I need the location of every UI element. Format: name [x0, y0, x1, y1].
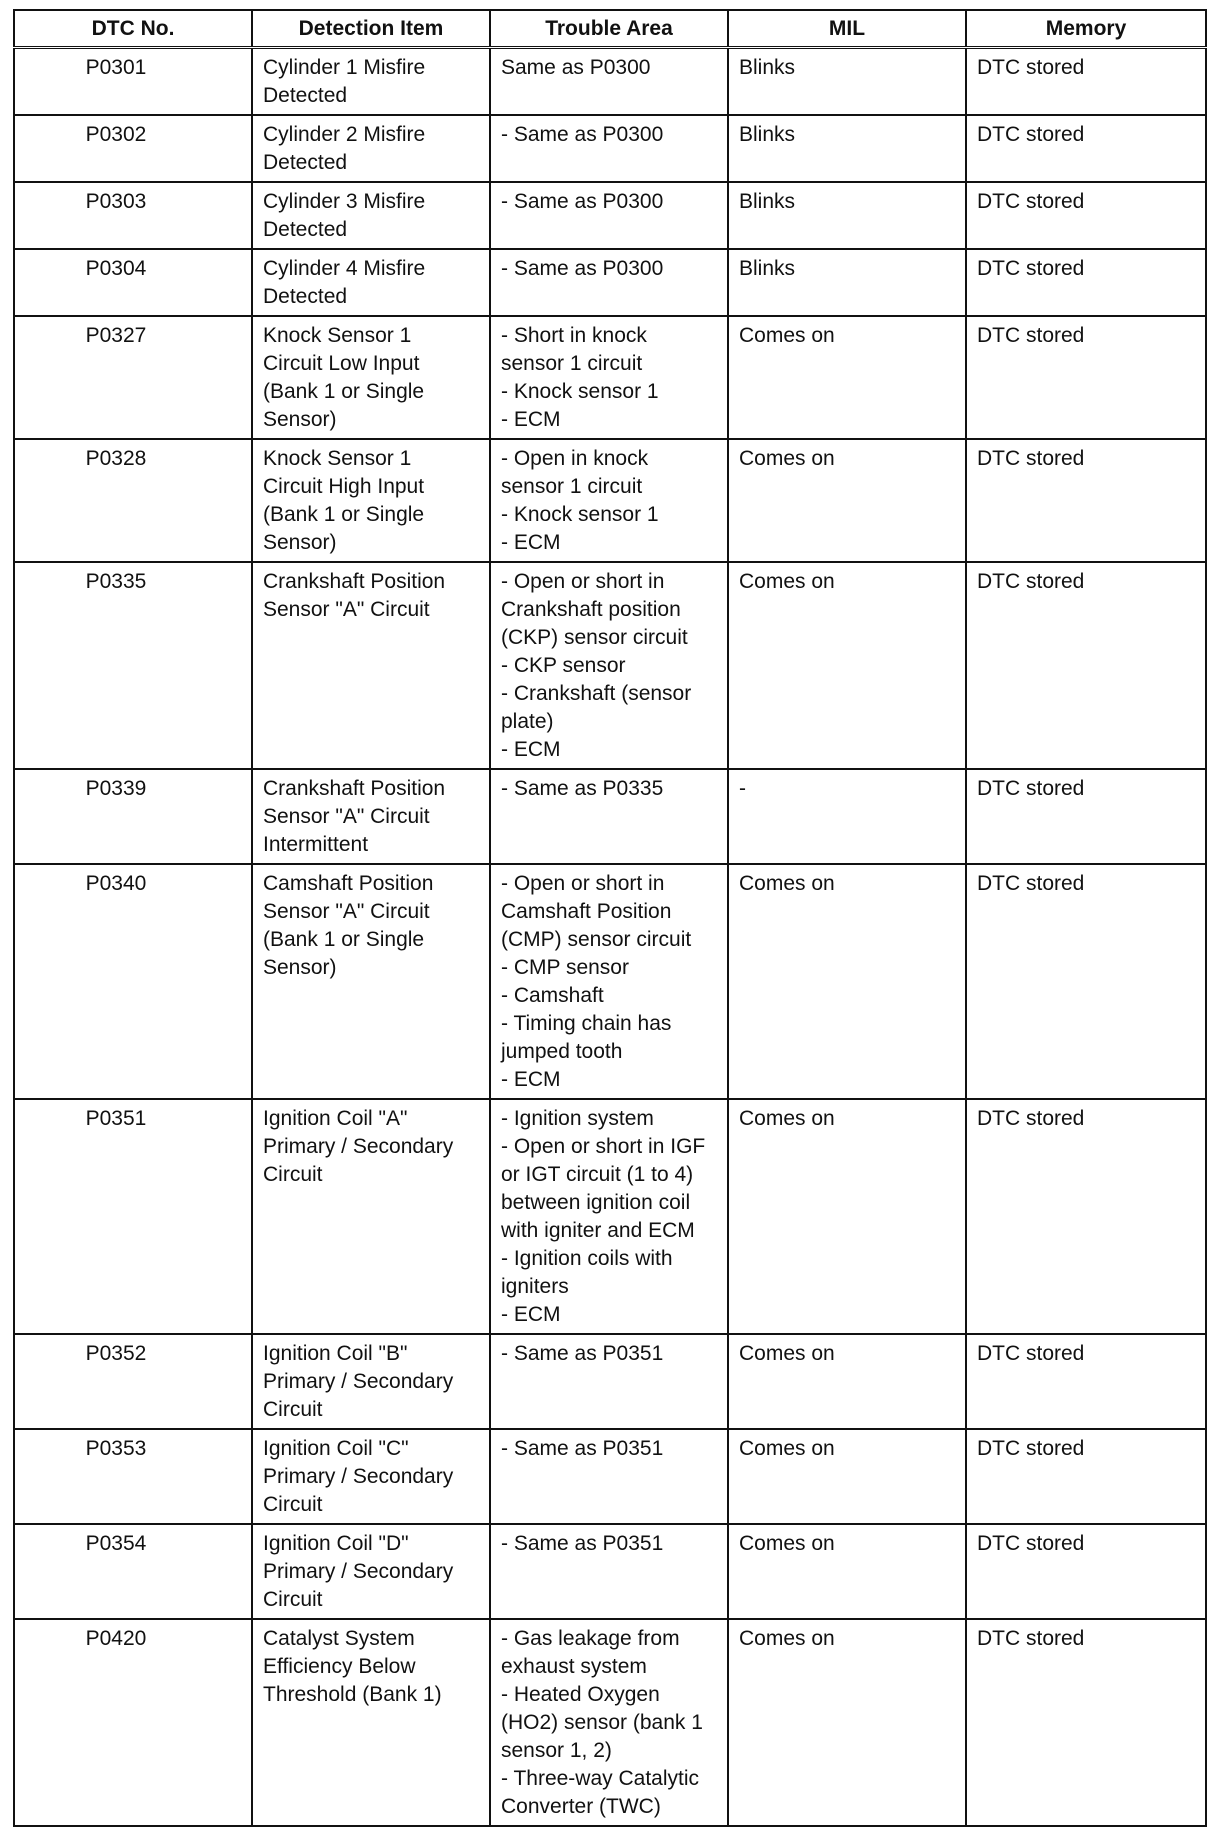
trouble-area-line: - ECM — [501, 737, 561, 761]
trouble-area-line: - Open or short in IGF — [501, 1134, 706, 1158]
trouble-area-line: igniters — [501, 1274, 569, 1298]
header-detection-item: Detection Item — [252, 10, 490, 48]
memory-cell: DTC stored — [966, 1334, 1206, 1429]
table-row — [14, 249, 1206, 316]
detection-item-cell — [252, 1524, 490, 1619]
detection-item-line: Detected — [263, 284, 348, 308]
detection-item-line: (Bank 1 or Single — [263, 379, 425, 403]
trouble-area-cell — [490, 1524, 728, 1619]
detection-item-line: Knock Sensor 1 — [263, 323, 412, 347]
dtc-number-cell: P0339 — [14, 769, 252, 864]
table-row — [14, 1524, 1206, 1619]
header-row — [14, 10, 1206, 48]
trouble-area-line: sensor 1 circuit — [501, 474, 643, 498]
trouble-area-line: - Same as P0335 — [501, 776, 664, 800]
detection-item-cell — [252, 439, 490, 562]
trouble-area-line: - Camshaft — [501, 983, 604, 1007]
trouble-area-cell — [490, 864, 728, 1099]
detection-item-line: Cylinder 1 Misfire — [263, 56, 426, 79]
detection-item-line: Primary / Secondary — [263, 1559, 454, 1583]
dtc-number-cell: P0420 — [14, 1619, 252, 1826]
table-row — [14, 1099, 1206, 1334]
trouble-area-cell — [490, 115, 728, 182]
trouble-area-cell — [490, 182, 728, 249]
trouble-area-line: plate) — [501, 709, 554, 733]
mil-cell: Comes on — [728, 1619, 966, 1826]
trouble-area-line: - Same as P0300 — [501, 256, 664, 280]
trouble-area-line: - Open or short in — [501, 569, 665, 593]
trouble-area-line: - Knock sensor 1 — [501, 379, 659, 403]
detection-item-cell — [252, 864, 490, 1099]
detection-item-line: Primary / Secondary — [263, 1134, 454, 1158]
memory-cell: DTC stored — [966, 864, 1206, 1099]
detection-item-line: Cylinder 2 Misfire — [263, 122, 426, 146]
dtc-number-cell: P0303 — [14, 182, 252, 249]
table-row — [14, 316, 1206, 439]
trouble-area-line: - Heated Oxygen — [501, 1682, 660, 1706]
trouble-area-line: - Open in knock — [501, 446, 649, 470]
trouble-area-line: Converter (TWC) — [501, 1794, 661, 1818]
table-row — [14, 1334, 1206, 1429]
trouble-area-cell — [490, 562, 728, 769]
memory-cell: DTC stored — [966, 439, 1206, 562]
trouble-area-cell — [490, 48, 728, 115]
detection-item-line: Crankshaft Position — [263, 776, 446, 800]
trouble-area-line: (HO2) sensor (bank 1 — [501, 1710, 703, 1734]
detection-item-line: Ignition Coil "B" — [263, 1341, 408, 1365]
table-row — [14, 562, 1206, 769]
detection-item-cell — [252, 115, 490, 182]
detection-item-line: (Bank 1 or Single — [263, 502, 425, 526]
table-row — [14, 769, 1206, 864]
trouble-area-line: exhaust system — [501, 1654, 647, 1678]
table-row — [14, 439, 1206, 562]
trouble-area-cell — [490, 439, 728, 562]
trouble-area-line: - Same as P0351 — [501, 1531, 664, 1555]
mil-cell: Comes on — [728, 1099, 966, 1334]
detection-item-line: Sensor) — [263, 530, 337, 554]
memory-cell: DTC stored — [966, 1429, 1206, 1524]
detection-item-line: Intermittent — [263, 832, 369, 856]
mil-cell: - — [728, 769, 966, 864]
dtc-table — [13, 9, 1207, 1827]
detection-item-line: Cylinder 4 Misfire — [263, 256, 426, 280]
table-body — [14, 48, 1206, 1826]
mil-cell: Comes on — [728, 1334, 966, 1429]
memory-cell: DTC stored — [966, 1619, 1206, 1826]
dtc-number-cell: P0302 — [14, 115, 252, 182]
table-row — [14, 48, 1206, 115]
dtc-number-cell: P0354 — [14, 1524, 252, 1619]
trouble-area-line: - ECM — [501, 1302, 561, 1326]
table-row — [14, 115, 1206, 182]
detection-item-line: Threshold (Bank 1) — [263, 1682, 442, 1706]
detection-item-cell — [252, 769, 490, 864]
trouble-area-line: - Knock sensor 1 — [501, 502, 659, 526]
detection-item-line: Sensor "A" Circuit — [263, 899, 430, 923]
trouble-area-line: or IGT circuit (1 to 4) — [501, 1162, 694, 1186]
trouble-area-cell — [490, 316, 728, 439]
mil-cell: Blinks — [728, 48, 966, 115]
trouble-area-line: - Ignition coils with — [501, 1246, 673, 1270]
trouble-area-line: Same as P0300 — [501, 56, 651, 79]
memory-cell: DTC stored — [966, 769, 1206, 864]
memory-cell: DTC stored — [966, 562, 1206, 769]
mil-cell: Blinks — [728, 115, 966, 182]
trouble-area-cell — [490, 769, 728, 864]
trouble-area-line: - Gas leakage from — [501, 1626, 680, 1650]
header-trouble-area: Trouble Area — [490, 10, 728, 48]
detection-item-line: Primary / Secondary — [263, 1369, 454, 1393]
header-mil: MIL — [728, 10, 966, 48]
detection-item-line: Sensor "A" Circuit — [263, 597, 430, 621]
detection-item-line: Knock Sensor 1 — [263, 446, 412, 470]
trouble-area-cell — [490, 1429, 728, 1524]
trouble-area-line: (CKP) sensor circuit — [501, 625, 688, 649]
detection-item-line: Sensor) — [263, 407, 337, 431]
trouble-area-line: - Same as P0351 — [501, 1341, 664, 1365]
trouble-area-line: Crankshaft position — [501, 597, 681, 621]
trouble-area-line: jumped tooth — [501, 1039, 623, 1063]
mil-cell: Comes on — [728, 1524, 966, 1619]
dtc-number-cell: P0352 — [14, 1334, 252, 1429]
detection-item-line: Ignition Coil "A" — [263, 1106, 408, 1130]
table-row — [14, 182, 1206, 249]
memory-cell: DTC stored — [966, 182, 1206, 249]
detection-item-cell — [252, 562, 490, 769]
detection-item-cell — [252, 48, 490, 115]
trouble-area-line: (CMP) sensor circuit — [501, 927, 692, 951]
trouble-area-line: - Short in knock — [501, 323, 647, 347]
table-row — [14, 1619, 1206, 1826]
detection-item-cell — [252, 1334, 490, 1429]
dtc-number-cell: P0304 — [14, 249, 252, 316]
mil-cell: Blinks — [728, 182, 966, 249]
trouble-area-line: - Crankshaft (sensor — [501, 681, 692, 705]
detection-item-cell — [252, 1429, 490, 1524]
mil-cell: Comes on — [728, 562, 966, 769]
detection-item-line: Camshaft Position — [263, 871, 434, 895]
trouble-area-line: sensor 1 circuit — [501, 351, 643, 375]
detection-item-line: Sensor) — [263, 955, 337, 979]
table-row — [14, 864, 1206, 1099]
dtc-number-cell: P0340 — [14, 864, 252, 1099]
detection-item-line: Crankshaft Position — [263, 569, 446, 593]
trouble-area-cell — [490, 249, 728, 316]
detection-item-line: Ignition Coil "C" — [263, 1436, 409, 1460]
trouble-area-line: sensor 1, 2) — [501, 1738, 612, 1762]
detection-item-cell — [252, 182, 490, 249]
detection-item-cell — [252, 316, 490, 439]
detection-item-line: Detected — [263, 84, 348, 107]
trouble-area-line: - Ignition system — [501, 1106, 654, 1130]
detection-item-line: Circuit — [263, 1492, 323, 1516]
detection-item-line: Cylinder 3 Misfire — [263, 189, 426, 213]
mil-cell: Comes on — [728, 864, 966, 1099]
table-row — [14, 1429, 1206, 1524]
trouble-area-line: - ECM — [501, 407, 561, 431]
detection-item-line: Circuit High Input — [263, 474, 425, 498]
dtc-number-cell: P0351 — [14, 1099, 252, 1334]
trouble-area-line: Camshaft Position — [501, 899, 672, 923]
trouble-area-cell — [490, 1334, 728, 1429]
trouble-area-line: - Open or short in — [501, 871, 665, 895]
detection-item-line: Circuit — [263, 1397, 323, 1421]
detection-item-line: Ignition Coil "D" — [263, 1531, 409, 1555]
memory-cell: DTC stored — [966, 316, 1206, 439]
mil-cell: Blinks — [728, 249, 966, 316]
detection-item-cell — [252, 1619, 490, 1826]
detection-item-line: Efficiency Below — [263, 1654, 416, 1678]
dtc-number-cell: P0327 — [14, 316, 252, 439]
trouble-area-cell — [490, 1619, 728, 1826]
trouble-area-cell — [490, 1099, 728, 1334]
trouble-area-line: - Three-way Catalytic — [501, 1766, 700, 1790]
table-header — [14, 10, 1206, 48]
trouble-area-line: between ignition coil — [501, 1190, 691, 1214]
header-memory: Memory — [966, 10, 1206, 48]
memory-cell: DTC stored — [966, 1524, 1206, 1619]
detection-item-line: Detected — [263, 150, 348, 174]
trouble-area-line: - CKP sensor — [501, 653, 626, 677]
detection-item-line: Circuit — [263, 1162, 323, 1186]
detection-item-line: Sensor "A" Circuit — [263, 804, 430, 828]
detection-item-line: Primary / Secondary — [263, 1464, 454, 1488]
memory-cell: DTC stored — [966, 1099, 1206, 1334]
detection-item-cell — [252, 249, 490, 316]
detection-item-line: Catalyst System — [263, 1626, 415, 1650]
detection-item-line: (Bank 1 or Single — [263, 927, 425, 951]
memory-cell: DTC stored — [966, 115, 1206, 182]
trouble-area-line: - Same as P0300 — [501, 122, 664, 146]
trouble-area-line: - ECM — [501, 1067, 561, 1091]
trouble-area-line: - ECM — [501, 530, 561, 554]
dtc-number-cell: P0353 — [14, 1429, 252, 1524]
memory-cell: DTC stored — [966, 48, 1206, 115]
dtc-number-cell: P0328 — [14, 439, 252, 562]
header-dtc-no: DTC No. — [14, 10, 252, 48]
mil-cell: Comes on — [728, 439, 966, 562]
mil-cell: Comes on — [728, 1429, 966, 1524]
trouble-area-line: - CMP sensor — [501, 955, 629, 979]
detection-item-cell — [252, 1099, 490, 1334]
trouble-area-line: - Same as P0300 — [501, 189, 664, 213]
detection-item-line: Circuit — [263, 1587, 323, 1611]
dtc-number-cell: P0301 — [14, 48, 252, 115]
dtc-number-cell: P0335 — [14, 562, 252, 769]
trouble-area-line: - Timing chain has — [501, 1011, 672, 1035]
detection-item-line: Circuit Low Input — [263, 351, 420, 375]
memory-cell: DTC stored — [966, 249, 1206, 316]
detection-item-line: Detected — [263, 217, 348, 241]
mil-cell: Comes on — [728, 316, 966, 439]
trouble-area-line: - Same as P0351 — [501, 1436, 664, 1460]
trouble-area-line: with igniter and ECM — [501, 1218, 695, 1242]
